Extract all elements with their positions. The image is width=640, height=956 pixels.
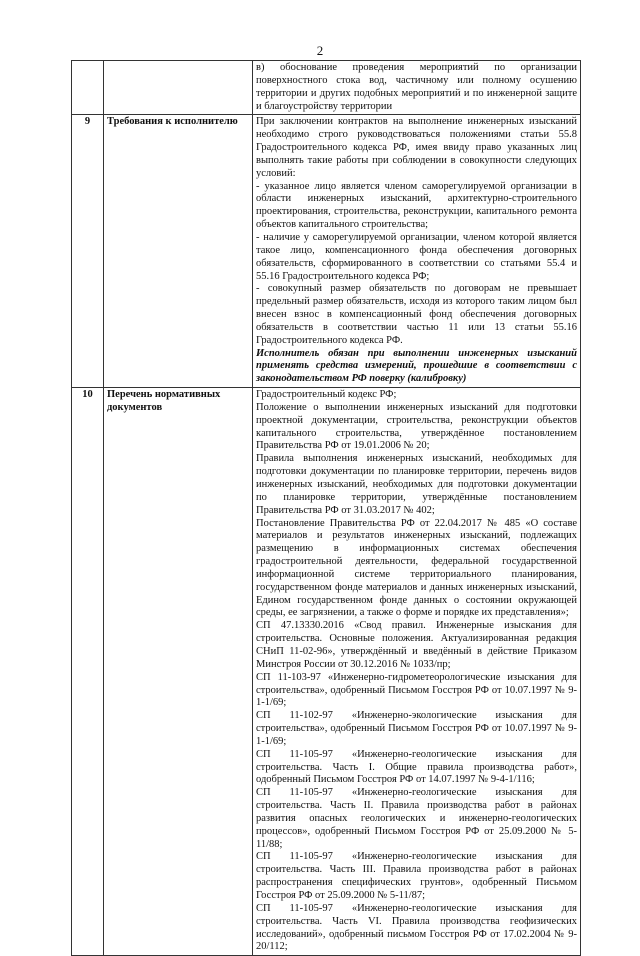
content-paragraph: СП 11-103-97 «Инженерно-гидрометеорологические изыскания для строительства», одобренный Письмом Госстроя РФ от 10.07.1997 № 9-1-1/69; <box>256 671 577 709</box>
content-paragraph: - наличие у саморегулируемой организации, членом которой является такое лицо, компенсационного фонда обеспечения договорных обязательств, сформированного в соответствии со статьями 55.4 и 55.16 Градостроительного кодекса РФ; <box>256 231 577 282</box>
table-row <box>72 61 581 115</box>
row-content <box>253 61 581 115</box>
content-paragraph: Постановление Правительства РФ от 22.04.2017 № 485 «О составе материалов и результатов инженерных изысканий, подлежащих размещению в информационных системах обеспечения градостроительной деятельности, федеральной государственной информационной системе территориального планирования, государственном фонде материалов и данных инженерных изысканий, Едином государственном фонде данных о состоянии окружающей среды, ее загрязнении, а также о форме и порядке их представления»; <box>256 517 577 619</box>
content-paragraph: Правила выполнения инженерных изысканий, необходимых для подготовки документации по планировке территории, перечень видов инженерных изысканий, необходимых для подготовки документации по планировке территории, утверждённые постановлением Правительства РФ от 31.03.2017 № 402; <box>256 453 577 516</box>
row-title <box>104 61 253 115</box>
row-number: 9 <box>72 115 104 388</box>
table-row <box>72 388 581 956</box>
specification-table-body <box>72 61 581 956</box>
row-number <box>72 61 104 115</box>
row-content <box>253 115 581 388</box>
content-paragraph: в) обоснование проведения мероприятий по организации поверхностного стока вод, частичному или полному осушению территории и других подобных мероприятий и по инженерной защите и благоустройству территории <box>256 62 577 112</box>
content-paragraph: СП 11-105-97 «Инженерно-геологические изыскания для строительства. Часть III. Правила производства работ в районах распространения специфических грунтов», одобренный Письмом Госстроя РФ от 25.09.2000 № 5-11/87; <box>256 851 577 901</box>
content-note: Исполнитель обязан при выполнении инженерных изысканий применять средства измерений, прошедшие в соответствии с законодательством РФ поверку (калибровку) <box>256 347 577 385</box>
row-title: Требования к исполнителю <box>104 115 253 388</box>
content-paragraph: СП 11-105-97 «Инженерно-геологические изыскания для строительства. Часть II. Правила производства работ в районах развития опасных геологических и инженерно-геологических процессов», одобренный Письмом Госстроя РФ от 25.09.2000 № 5-11/88; <box>256 787 577 850</box>
content-paragraph: СП 11-105-97 «Инженерно-геологические изыскания для строительства. Часть VI. Правила производства геофизических исследований», одобренный письмом Госстроя РФ от 17.02.2004 № 9-20/112; <box>256 902 577 953</box>
row-content <box>253 388 581 956</box>
content-paragraph: СП 11-105-97 «Инженерно-геологические изыскания для строительства. Часть I. Общие правила производства работ», одобренный Письмом Госстроя РФ от 14.07.1997 № 9-4-1/116; <box>256 748 577 786</box>
row-title: Перечень нормативных документов <box>104 388 253 956</box>
content-paragraph: - указанное лицо является членом саморегулируемой организации в области инженерных изысканий, архитектурно-строительного проектирования, строительства, реконструкции, капитального ремонта объектов капитального строительства; <box>256 180 577 231</box>
row-number: 10 <box>72 388 104 956</box>
content-paragraph: Градостроительный кодекс РФ; <box>256 389 397 401</box>
content-paragraph: СП 47.13330.2016 «Свод правил. Инженерные изыскания для строительства. Основные положения. Актуализированная редакция СНиП 11-02-96», утверждённый и введённый в действие Приказом Минстроя России от 30.12.2016 № 1033/пр; <box>256 620 577 670</box>
page-number: 2 <box>316 43 324 58</box>
content-paragraph: Положение о выполнении инженерных изысканий для подготовки проектной документации, строительства, реконструкции объектов капитального строительства, утверждённое постановлением Правительства РФ от 19.01.2006 № 20; <box>256 401 577 452</box>
table-row <box>72 115 581 388</box>
content-paragraph: - совокупный размер обязательств по договорам не превышает предельный размер обязательств, исходя из которого таким лицом был внесен взнос в компенсационный фонд обеспечения договорных обязательств в соответствии частью 11 или 13 статьи 55.16 Градостроительного кодекса РФ. <box>256 283 577 346</box>
content-paragraph: СП 11-102-97 «Инженерно-экологические изыскания для строительства», одобренный Письмом Госстроя РФ от 10.07.1997 № 9-1-1/69; <box>256 710 577 747</box>
specification-table <box>71 60 581 956</box>
content-paragraph: При заключении контрактов на выполнение инженерных изысканий необходимо строго руководствоваться положениями статьи 55.8 Градостроительного кодекса РФ, имея ввиду право указанных лиц выполнять такие работы при соблюдении в совокупности следующих условий: <box>256 116 577 179</box>
